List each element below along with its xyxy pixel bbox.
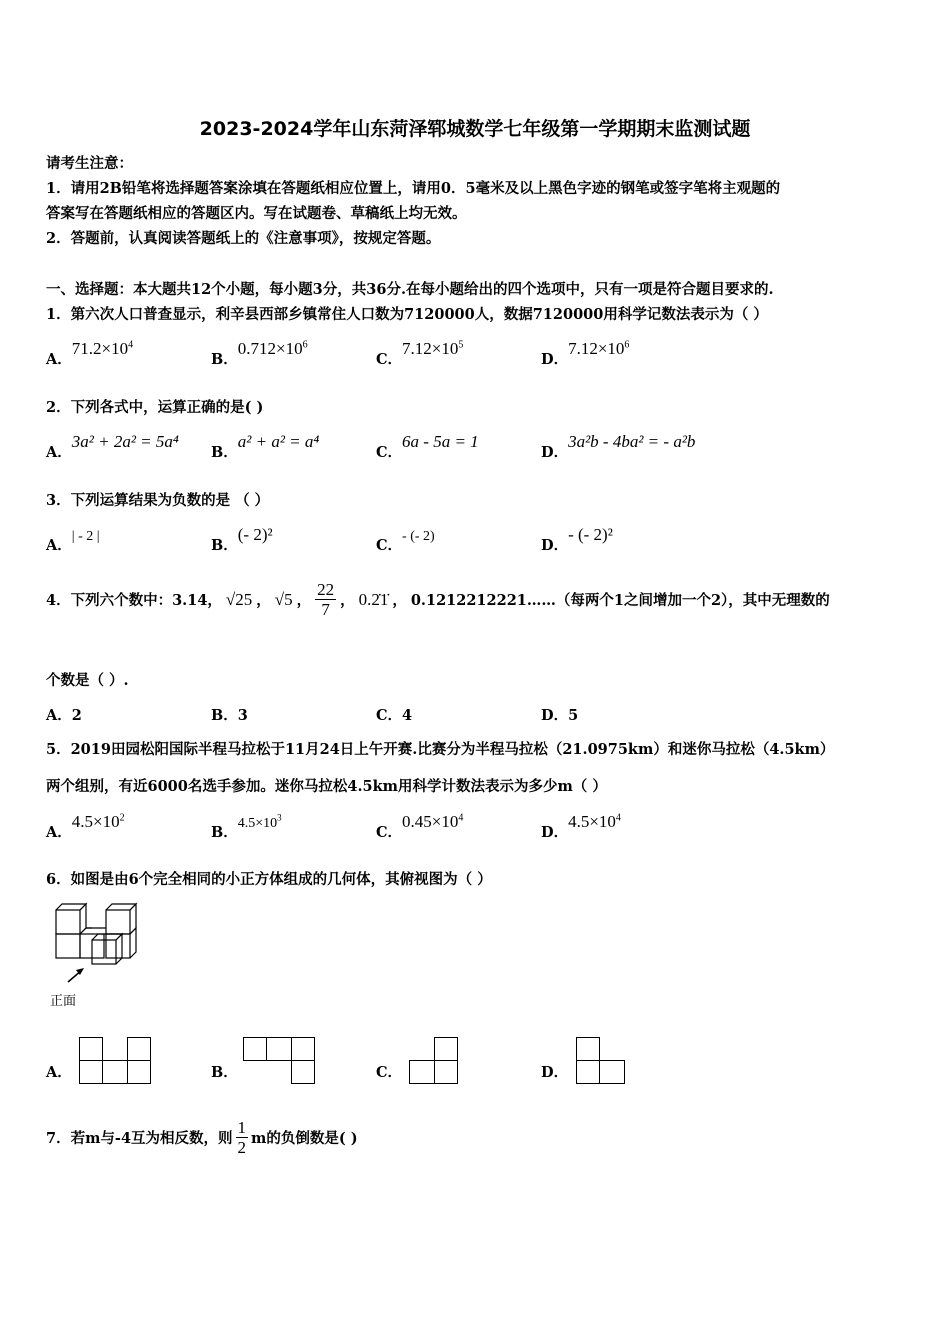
grid-cell [127,1060,151,1084]
option-expr: - (- 2) [402,529,435,544]
option-base: 7.12×10 [568,339,625,358]
option-label: A． [46,444,72,461]
option-label: C． [376,351,403,368]
front-view-label: 正面 [50,994,77,1009]
cube-figure-illustration [48,900,148,995]
option-label: C． [376,537,403,554]
q4-repeating-decimal: 0.2̇1̇ [358,589,389,609]
q5-option-a[interactable] [46,811,125,841]
fraction-numerator: 22 [317,580,335,599]
option-label: B． [211,824,238,841]
q1-option-b[interactable] [211,338,308,368]
option-label: D． [541,824,569,841]
option-label: C． [376,824,403,841]
q4-fraction [315,580,336,619]
grid-cell [243,1037,267,1061]
option-label: A． [46,537,72,554]
notice-line-1: 1．请用2B铅笔将选择题答案涂填在答题纸相应位置上，请用0．5毫米及以上黑色字迹的钢笔或签字笔将主观题的 [46,180,781,197]
option-expr: | - 2 | [71,529,100,544]
q7-prefix: 7．若m与-4互为相反数，则 [46,1130,233,1147]
option-exp: 4 [458,812,464,824]
section-heading: 一、选择题：本大题共12个小题，每小题3分，共36分.在每小题给出的四个选项中，只有一项是符合题目要求的. [46,281,774,298]
q7-suffix: m的负倒数是( ) [251,1130,358,1147]
option-exp: 6 [302,339,308,351]
q6-option-b-label[interactable]: B． [211,1064,238,1081]
option-expr: 3a²b - 4ba² = - a²b [568,432,696,451]
grid-cell [266,1037,292,1061]
option-label: A． [46,824,72,841]
option-label: D． [541,444,569,461]
option-base: 4.5×10 [568,812,616,831]
option-label: D． [541,537,569,554]
q6-option-a-grid[interactable] [79,1037,151,1085]
q6-option-b-grid[interactable] [243,1037,315,1085]
option-base: 0.712×10 [237,339,303,358]
q6-option-d-grid[interactable] [576,1037,626,1085]
option-exp: 4 [615,812,621,824]
option-base: 7.12×10 [402,339,459,358]
fraction-denominator: 7 [321,600,330,619]
grid-cell [102,1060,128,1084]
q6-option-a-label[interactable]: A． [46,1064,72,1081]
q5-option-c[interactable] [376,811,464,841]
q2-stem: 2．下列各式中，运算正确的是( ) [46,399,264,416]
grid-cell [576,1037,600,1061]
page-title: 2023-2024学年山东菏泽郓城数学七年级第一学期期末监测试题 [199,118,751,140]
notice-heading: 请考生注意： [46,155,133,172]
q1-option-c[interactable] [376,338,464,368]
grid-cell [291,1060,315,1084]
option-base: 71.2×10 [71,339,129,358]
option-base: 4.5×10 [237,816,278,831]
option-base: 4.5×10 [71,812,120,831]
q5-option-b[interactable] [211,811,282,841]
q3-option-b[interactable] [211,524,273,554]
q4-sqrt5: √5 [274,589,293,609]
q5-option-d[interactable] [541,811,621,841]
option-expr: (- 2)² [237,525,273,544]
grid-cell [599,1060,625,1084]
q3-stem: 3．下列运算结果为负数的是 （ ） [46,492,270,509]
option-label: B． [211,444,238,461]
option-base: 0.45×10 [402,812,459,831]
q4-suffix: 0.1212212221……（每两个1之间增加一个2），其中无理数的 [410,592,830,609]
q4-sqrt25: √25 [225,589,253,609]
option-label: B． [211,351,238,368]
grid-cell [576,1060,600,1084]
grid-cell [434,1060,458,1084]
q2-option-c[interactable] [376,431,479,461]
q1-stem: 1．第六次人口普查显示，利辛县西部乡镇常住人口数为7120000人，数据7120000用科学记数法表示为（ ） [46,306,768,323]
q6-option-c-label[interactable]: C． [376,1064,403,1081]
q4-stem-line2: 个数是（ ）. [46,672,129,689]
option-label: C． [376,444,403,461]
option-exp: 4 [128,339,134,351]
option-expr: a² + a² = a⁴ [237,432,320,451]
q4-option-a[interactable]: A．2 [46,707,82,724]
q3-option-d[interactable] [541,524,613,554]
grid-cell [409,1060,435,1084]
option-expr: 6a - 5a = 1 [402,432,479,451]
q4-prefix: 4．下列六个数中：3.14， [46,592,222,609]
option-label: A． [46,351,72,368]
q6-option-d-label[interactable]: D． [541,1064,569,1081]
grid-cell [127,1037,151,1061]
option-exp: 3 [277,812,282,823]
notice-line-1b: 答案写在答题纸相应的答题区内。写在试题卷、草稿纸上均无效。 [46,205,467,222]
q1-option-d[interactable] [541,338,630,368]
q2-option-b[interactable] [211,431,320,461]
grid-cell [79,1037,103,1061]
q1-option-a[interactable] [46,338,134,368]
q4-option-d[interactable]: D．5 [541,707,579,724]
grid-cell [79,1060,103,1084]
q4-option-b[interactable]: B．3 [211,707,248,724]
q7-fraction [236,1118,249,1157]
q3-option-c[interactable] [376,524,435,554]
q2-option-a[interactable] [46,431,179,461]
option-label: D． [541,351,569,368]
notice-line-2: 2．答题前，认真阅读答题纸上的《注意事项》，按规定答题。 [46,230,441,247]
option-expr: 3a² + 2a² = 5a⁴ [71,432,179,451]
q6-option-c-grid[interactable] [409,1037,459,1085]
q5-stem-line1: 5．2019田园松阳国际半程马拉松于11月24日上午开赛.比赛分为半程马拉松（21.0975km）和迷你马拉松（4.5km） [46,741,835,758]
option-expr: - (- 2)² [568,525,613,544]
q3-option-a[interactable] [46,524,100,554]
q6-stem: 6．如图是由6个完全相同的小正方体组成的几何体，其俯视图为（ ） [46,871,492,888]
option-exp: 2 [119,812,125,824]
q7-stem [46,1118,358,1157]
fraction-denominator: 2 [237,1138,247,1157]
fraction-numerator: 1 [237,1118,247,1137]
q4-option-c[interactable]: C．4 [376,707,413,724]
option-exp: 6 [624,339,630,351]
q5-stem-line2: 两个组别，有近6000名选手参加。迷你马拉松4.5km用科学计数法表示为多少m（ ） [46,778,607,795]
q4-stem: 4．下列六个数中：3.14， √25 ， √5 ， $\frac{22}{7}$ ， 0.2̇1̇ ， 0.1212212221……（每两个1之间增加一个2），其中无理数的 [46,580,830,619]
q2-option-d[interactable] [541,431,696,461]
grid-cell [291,1037,315,1061]
grid-cell [434,1037,458,1061]
option-label: B． [211,537,238,554]
option-exp: 5 [458,339,464,351]
